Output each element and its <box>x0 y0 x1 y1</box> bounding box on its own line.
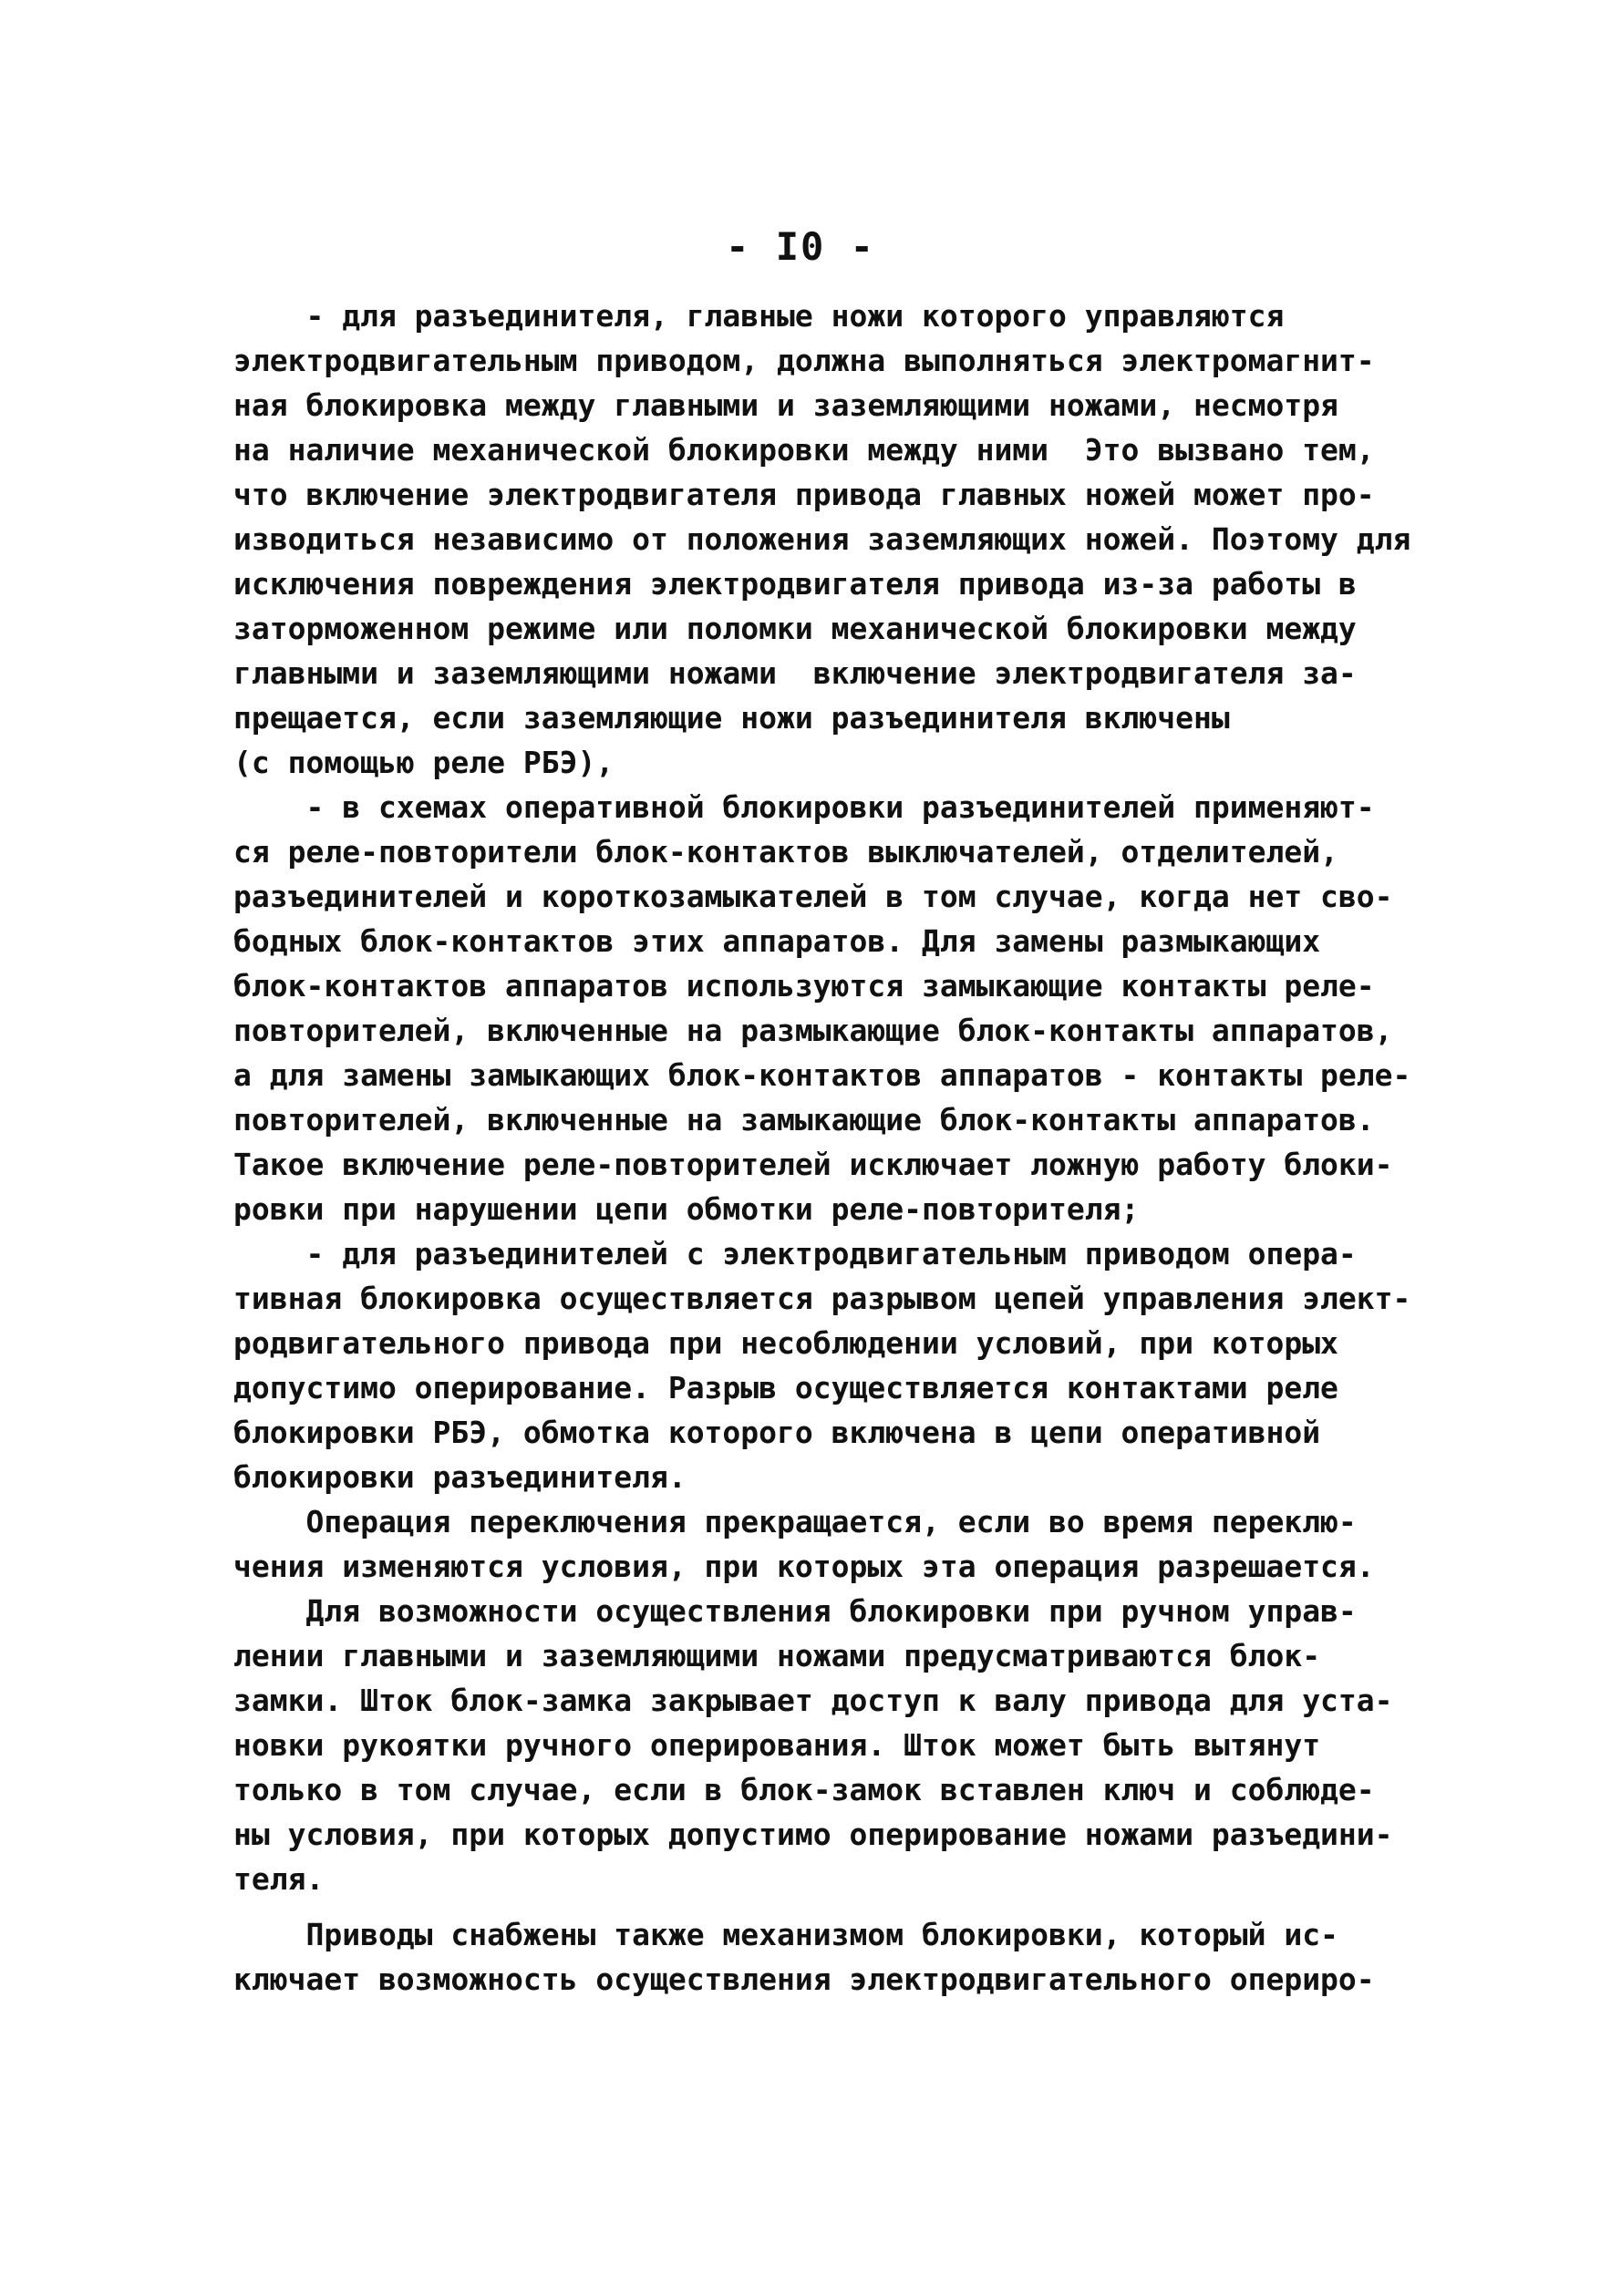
text-line: - в схемах оперативной блокировки разъединителей применяют- <box>233 789 1375 825</box>
text-line: заторможенном режиме или поломки механической блокировки между <box>233 611 1357 646</box>
text-line: повторителей, включенные на размыкающие блок-контакты аппаратов, <box>233 1013 1393 1048</box>
text-line: повторителей, включенные на замыкающие блок-контакты аппаратов. <box>233 1102 1375 1138</box>
text-line: а для замены замыкающих блок-контактов аппаратов - контакты реле- <box>233 1057 1411 1093</box>
text-line: теля. <box>233 1861 325 1897</box>
text-line: Такое включение реле-повторителей исключает ложную работу блоки- <box>233 1147 1393 1182</box>
text-line: на наличие механической блокировки между ними Это вызвано тем, <box>233 432 1375 468</box>
text-line: блокировки РБЭ, обмотка которого включена в цепи оперативной <box>233 1415 1321 1450</box>
text-line: Для возможности осуществления блокировки при ручном управ- <box>233 1593 1357 1629</box>
text-line: лении главными и заземляющими ножами предусматриваются блок- <box>233 1638 1321 1673</box>
text-line: Операция переключения прекращается, если во время переклю- <box>233 1504 1357 1539</box>
text-line: главными и заземляющими ножами включение электродвигателя за- <box>233 655 1357 691</box>
text-line: чения изменяются условия, при которых эта операция разрешается. <box>233 1549 1375 1584</box>
text-line: ключает возможность осуществления электродвигательного опериро- <box>233 1961 1375 1997</box>
text-line: разъединителей и короткозамыкателей в том случае, когда нет сво- <box>233 879 1393 914</box>
text-line: электродвигательным приводом, должна выполняться электромагнит- <box>233 343 1375 378</box>
text-line: бодных блок-контактов этих аппаратов. Для замены размыкающих <box>233 923 1321 959</box>
text-line: (с помощью реле РБЭ), <box>233 745 615 780</box>
page-number: - I0 - <box>726 224 875 269</box>
text-line: ся реле-повторители блок-контактов выключателей, отделителей, <box>233 834 1338 870</box>
paragraph-gap <box>233 1901 1419 1912</box>
text-line: - для разъединителей с электродвигательным приводом опера- <box>233 1236 1357 1272</box>
text-line: тивная блокировка осуществляется разрывом цепей управления элект- <box>233 1281 1411 1316</box>
text-line: - для разъединителя, главные ножи которого управляются <box>233 298 1285 334</box>
text-line: Приводы снабжены также механизмом блокировки, который ис- <box>233 1917 1338 1952</box>
text-line: новки рукоятки ручного оперирования. Шток может быть вытянут <box>233 1727 1321 1763</box>
text-line: блокировки разъединителя. <box>233 1459 687 1495</box>
text-line: что включение электродвигателя привода главных ножей может про- <box>233 477 1375 512</box>
text-line: исключения повреждения электродвигателя привода из-за работы в <box>233 566 1357 602</box>
text-line: замки. Шток блок-замка закрывает доступ к валу привода для уста- <box>233 1683 1393 1718</box>
text-line: родвигательного привода при несоблюдении условий, при которых <box>233 1325 1338 1361</box>
text-line: только в том случае, если в блок-замок вставлен ключ и соблюде- <box>233 1772 1375 1807</box>
body-text <box>233 293 1419 2002</box>
text-line: блок-контактов аппаратов используются замыкающие контакты реле- <box>233 968 1375 1004</box>
text-line: прещается, если заземляющие ножи разъединителя включены <box>233 700 1230 736</box>
text-line: допустимо оперирование. Разрыв осуществляется контактами реле <box>233 1370 1338 1405</box>
text-line: ная блокировка между главными и заземляющими ножами, несмотря <box>233 387 1338 423</box>
text-line: изводиться независимо от положения заземляющих ножей. Поэтому для <box>233 521 1411 557</box>
text-line: ровки при нарушении цепи обмотки реле-повторителя; <box>233 1191 1140 1227</box>
text-line: ны условия, при которых допустимо оперирование ножами разъедини- <box>233 1817 1393 1852</box>
